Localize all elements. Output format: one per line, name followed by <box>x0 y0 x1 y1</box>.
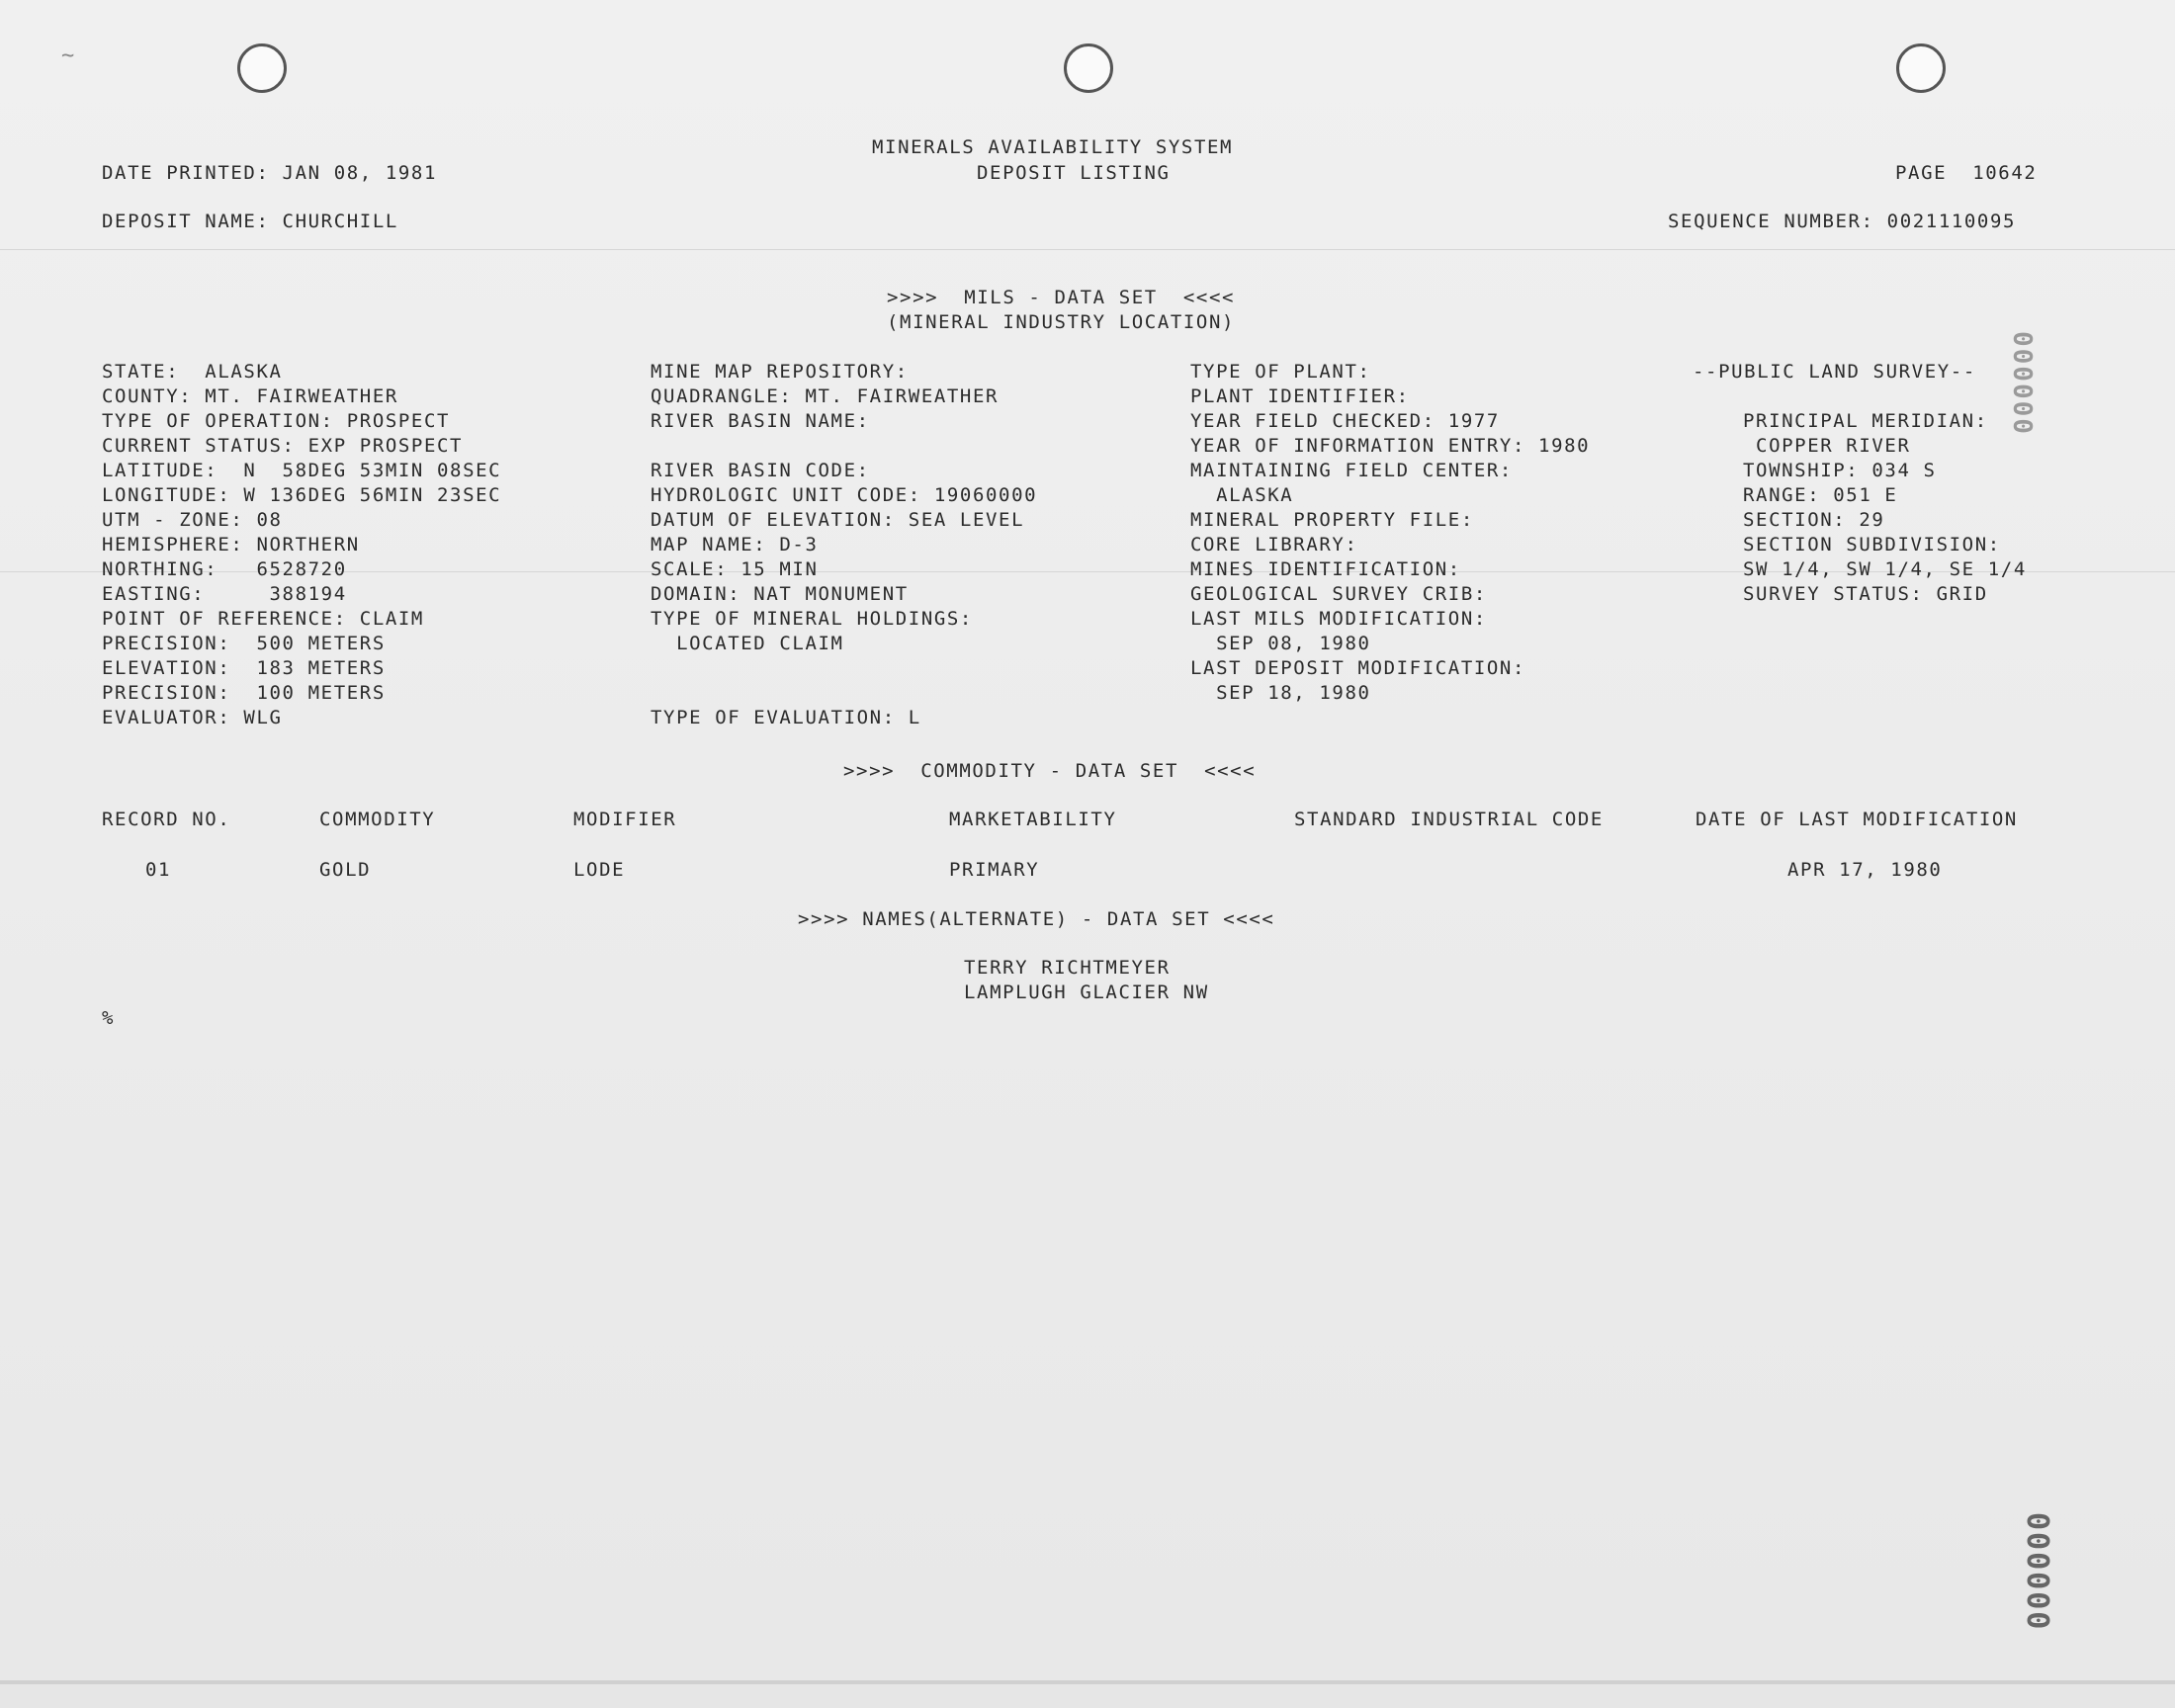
cell-commodity: GOLD <box>319 859 372 881</box>
mils-subtitle: (MINERAL INDUSTRY LOCATION) <box>887 311 1236 333</box>
field-line: MAINTAINING FIELD CENTER: <box>1190 460 1513 481</box>
field-line <box>651 656 1037 681</box>
cell-marketability: PRIMARY <box>949 859 1040 881</box>
field-line: EASTING: 388194 <box>102 583 347 605</box>
field-line: STATE: ALASKA <box>102 361 283 383</box>
field-line: QUADRANGLE: MT. FAIRWEATHER <box>651 385 1000 407</box>
field-line: CORE LIBRARY: <box>1190 534 1358 555</box>
field-line: PRECISION: 100 METERS <box>102 682 386 704</box>
field-line: LAST DEPOSIT MODIFICATION: <box>1190 657 1526 679</box>
field-line: LONGITUDE: W 136DEG 56MIN 23SEC <box>102 484 502 506</box>
cell-record: 01 <box>145 859 172 881</box>
col-header-marketability: MARKETABILITY <box>949 809 1117 830</box>
cell-modifier: LODE <box>573 859 626 881</box>
mils-plant-column <box>1190 360 1590 706</box>
field-line: UTM - ZONE: 08 <box>102 509 283 531</box>
field-line: MINERAL PROPERTY FILE: <box>1190 509 1474 531</box>
field-line: DOMAIN: NAT MONUMENT <box>651 583 909 605</box>
date-printed: DATE PRINTED: JAN 08, 1981 <box>102 162 438 184</box>
field-line: COPPER RIVER <box>1743 435 1911 457</box>
mils-title: >>>> MILS - DATA SET <<<< <box>887 287 1236 308</box>
field-line: EVALUATOR: WLG <box>102 707 283 728</box>
field-line: TYPE OF EVALUATION: L <box>651 707 921 728</box>
margin-feed-marks-right: 000000 <box>2007 331 2037 436</box>
field-line: MINES IDENTIFICATION: <box>1190 558 1461 580</box>
col-header-modifier: MODIFIER <box>573 809 677 830</box>
field-line <box>651 681 1037 706</box>
field-line: LAST MILS MODIFICATION: <box>1190 608 1487 630</box>
field-line: TYPE OF OPERATION: PROSPECT <box>102 410 451 432</box>
perforation-line <box>0 249 2175 250</box>
field-line: MAP NAME: D-3 <box>651 534 819 555</box>
field-line: ELEVATION: 183 METERS <box>102 657 386 679</box>
field-line: RIVER BASIN NAME: <box>651 410 870 432</box>
mils-location-column <box>102 360 501 730</box>
field-line: SECTION SUBDIVISION: <box>1743 534 2001 555</box>
col-header-date: DATE OF LAST MODIFICATION <box>1696 809 2018 830</box>
cell-date: APR 17, 1980 <box>1787 859 1943 881</box>
field-line: TOWNSHIP: 034 S <box>1743 460 1937 481</box>
binder-hole-right <box>1896 43 1946 93</box>
mils-map-column <box>651 360 1037 730</box>
public-land-survey-column <box>1743 384 2027 607</box>
field-line: SURVEY STATUS: GRID <box>1743 583 1988 605</box>
col-header-record: RECORD NO. <box>102 809 231 830</box>
alternate-name: TERRY RICHTMEYER <box>964 957 1171 979</box>
field-line: PLANT IDENTIFIER: <box>1190 385 1410 407</box>
field-line: TYPE OF PLANT: <box>1190 361 1371 383</box>
public-land-survey-title: --PUBLIC LAND SURVEY-- <box>1693 361 1976 383</box>
field-line: COUNTY: MT. FAIRWEATHER <box>102 385 398 407</box>
col-header-commodity: COMMODITY <box>319 809 436 830</box>
field-line: LOCATED CLAIM <box>651 633 844 654</box>
field-line: YEAR FIELD CHECKED: 1977 <box>1190 410 1500 432</box>
binder-hole-center <box>1064 43 1113 93</box>
field-line: ALASKA <box>1190 484 1294 506</box>
field-line: SCALE: 15 MIN <box>651 558 819 580</box>
pencil-mark: ~ <box>61 43 75 68</box>
sequence-number: SEQUENCE NUMBER: 0021110095 <box>1668 211 2017 232</box>
listing-title: DEPOSIT LISTING <box>977 162 1171 184</box>
field-line <box>651 434 1037 459</box>
page-number: PAGE 10642 <box>1895 162 2038 184</box>
end-of-record-mark: % <box>102 1007 116 1029</box>
field-line: PRECISION: 500 METERS <box>102 633 386 654</box>
margin-feed-marks-bottom: 000000 <box>2020 1512 2054 1632</box>
field-line: SW 1/4, SW 1/4, SE 1/4 <box>1743 558 2027 580</box>
field-line: SECTION: 29 <box>1743 509 1885 531</box>
field-line: NORTHING: 6528720 <box>102 558 347 580</box>
field-line: RIVER BASIN CODE: <box>651 460 870 481</box>
field-line: CURRENT STATUS: EXP PROSPECT <box>102 435 464 457</box>
field-line: POINT OF REFERENCE: CLAIM <box>102 608 424 630</box>
col-header-sic: STANDARD INDUSTRIAL CODE <box>1294 809 1604 830</box>
field-line: RANGE: 051 E <box>1743 484 1898 506</box>
field-line: DATUM OF ELEVATION: SEA LEVEL <box>651 509 1025 531</box>
field-line: SEP 18, 1980 <box>1190 682 1371 704</box>
alternate-name: LAMPLUGH GLACIER NW <box>964 982 1209 1003</box>
field-line: LATITUDE: N 58DEG 53MIN 08SEC <box>102 460 502 481</box>
deposit-name: DEPOSIT NAME: CHURCHILL <box>102 211 398 232</box>
field-line: TYPE OF MINERAL HOLDINGS: <box>651 608 973 630</box>
names-title: >>>> NAMES(ALTERNATE) - DATA SET <<<< <box>798 908 1275 930</box>
commodity-title: >>>> COMMODITY - DATA SET <<<< <box>843 760 1257 782</box>
field-line: YEAR OF INFORMATION ENTRY: 1980 <box>1190 435 1591 457</box>
field-line: HYDROLOGIC UNIT CODE: 19060000 <box>651 484 1038 506</box>
field-line <box>1743 384 2027 409</box>
field-line: HEMISPHERE: NORTHERN <box>102 534 360 555</box>
field-line: SEP 08, 1980 <box>1190 633 1371 654</box>
binder-hole-left <box>237 43 287 93</box>
field-line: PRINCIPAL MERIDIAN: <box>1743 410 1988 432</box>
field-line: MINE MAP REPOSITORY: <box>651 361 909 383</box>
field-line: GEOLOGICAL SURVEY CRIB: <box>1190 583 1487 605</box>
system-title: MINERALS AVAILABILITY SYSTEM <box>872 136 1234 158</box>
